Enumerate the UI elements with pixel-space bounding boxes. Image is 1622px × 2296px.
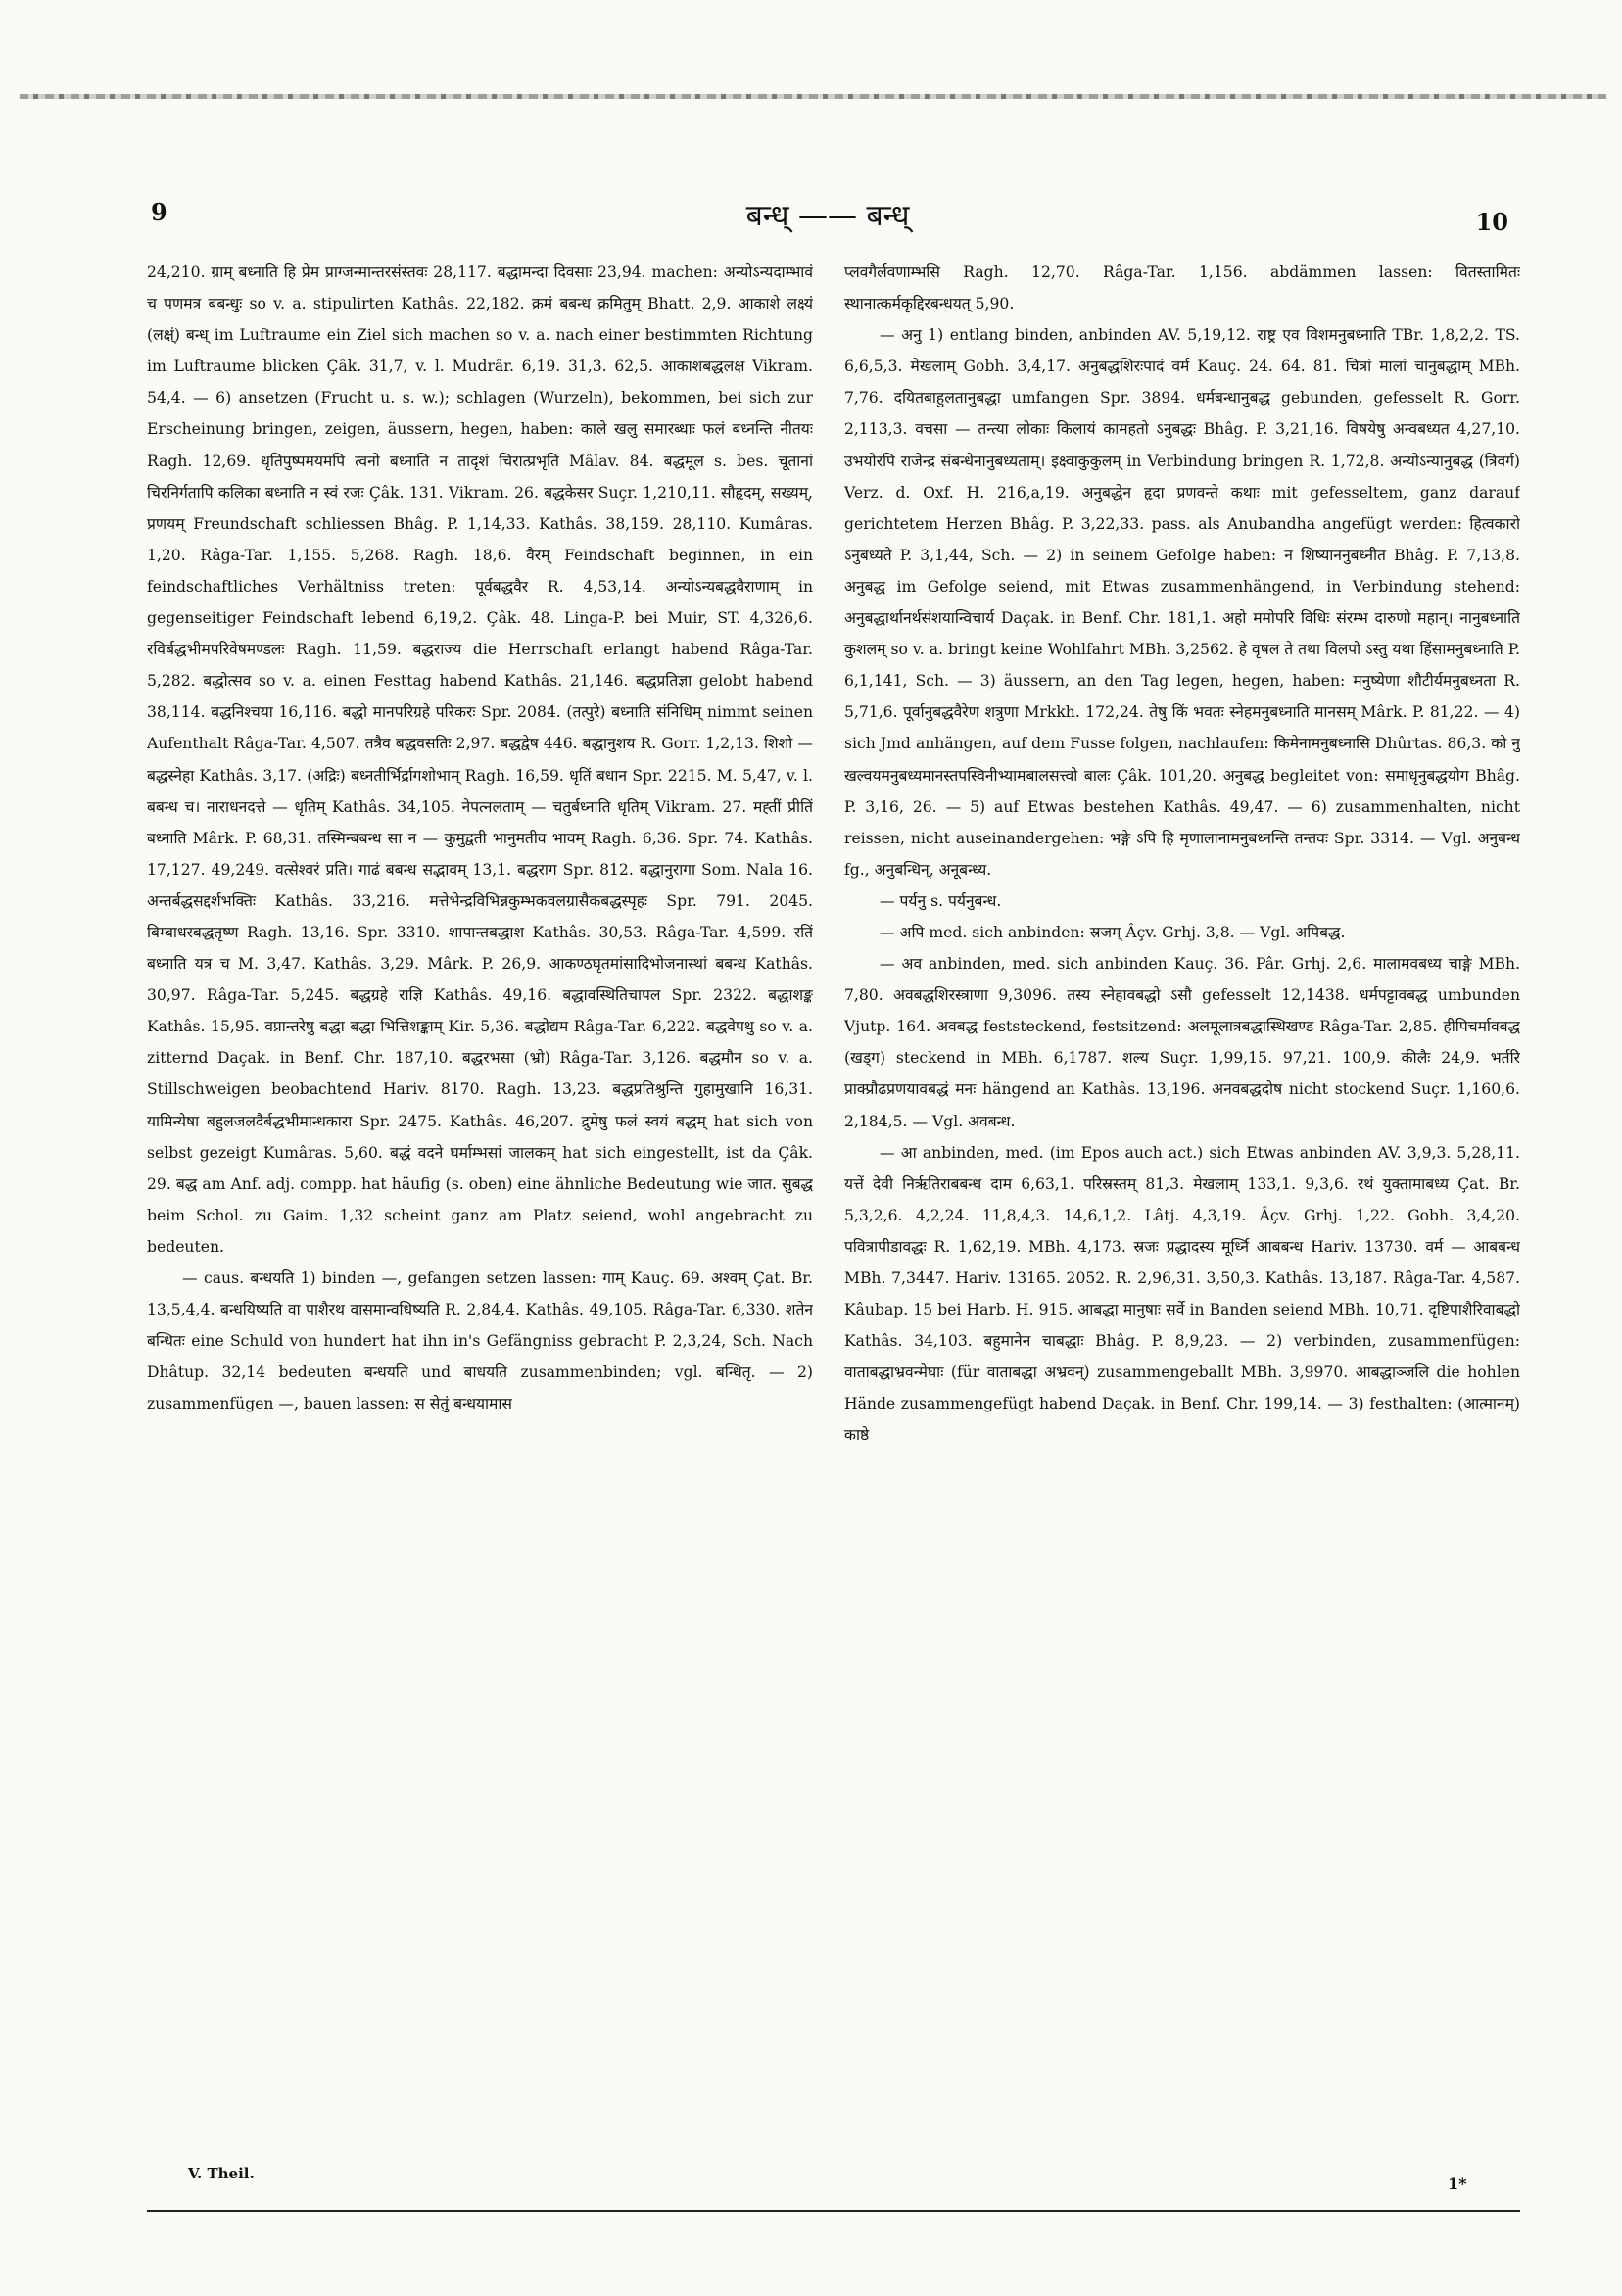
- scan-edge: [20, 94, 1606, 99]
- right-paragraph-2: — अनु 1) entlang binden, anbinden AV. 5,19,12. राष्ट्र एव विशमनुबध्नाति TBr. 1,8,2,2. TS. 6,6,5,3. मेखलाम् Gobh. 3,4,17. अनुबद्धशिरःपादं वर्म Kauç. 24. 64. 81. चित्रां मालां चानुबद्धाम् MBh. 7,76. दयितबाहुलतानुबद्धा umfangen Spr. 3894. धर्मबन्धानुबद्ध gebunden, gefesselt R. Gorr. 2,113,3. वचसा — तन्त्या लोकाः किलायं कामहतो ऽनुबद्धः Bhâg. P. 3,21,16. विषयेषु अन्वबध्यत 4,27,10. उभयोरपि राजेन्द्र संबन्धेनानुबध्यताम्। इक्ष्वाकुकुलम् in Verbindung bringen R. 1,72,8. अन्योऽन्यानुबद्ध (त्रिवर्ग) Verz. d. Oxf. H. 216,a,19. अनुबद्धेन हृदा प्रणवन्ते कथाः mit gefesseltem, ganz darauf gerichtetem Herzen Bhâg. P. 3,22,33. pass. als Anubandha angefügt werden: हित्वकारो ऽनुबध्यते P. 3,1,44, Sch. — 2) in seinem Gefolge haben: न शिष्याननुबध्नीत Bhâg. P. 7,13,8. अनुबद्ध im Gefolge seiend, mit Etwas zusammenhängend, in Verbindung stehend: अनुबद्धार्थानर्थसंशयान्विचार्य Daçak. in Benf. Chr. 181,1. अहो ममोपरि विधिः संरम्भ दारुणो महान्। नानुबध्नाति कुशलम् so v. a. bringt keine Wohlfahrt MBh. 3,2562. हे वृषल ते तथा विलपो ऽस्तु यथा हिंसामनुबध्नाति P. 6,1,141, Sch. — 3) äussern, an den Tag legen, hegen, haben: मनुष्येणा शौटीर्यमनुबध्नता R. 5,71,6. पूर्वानुबद्धवैरेण शत्रुणा Mrkkh. 172,24. तेषु किं भवतः स्नेहमनुबध्नाति मानसम् Mârk. P. 81,22. — 4) sich Jmd anhängen, auf dem Fusse folgen, nachlaufen: किमेनामनुबध्नासि Dhûrtas. 86,3. को नु खल्वयमनुबध्यमानस्तपस्विनीभ्यामबालसत्त्वो बालः Çâk. 101,20. अनुबद्ध begleitet von: समाधृनुबद्धयोग Bhâg. P. 3,16, 26. — 5) auf Etwas bestehen Kathâs. 49,47. — 6) zusammenhalten, nicht reissen, nicht auseinandergehen: भङ्गे ऽपि हि मृणालानामनुबध्नन्ति तन्तवः Spr. 3314. — Vgl. अनुबन्ध fg., अनुबन्धिन्, अनूबन्ध्य.: [844, 326, 1520, 879]
- left-paragraph-2: — caus. बन्धयति 1) binden —, gefangen setzen lassen: गाम् Kauç. 69. अश्वम् Çat. Br. 13,5,4,4. बन्धयिष्यति वा पाशैरथ वासमान्वधिष्यति R. 2,84,4. Kathâs. 49,105. Râga-Tar. 6,330. शतेन बन्धितः eine Schuld von hundert hat ihn in's Gefängniss gebracht P. 2,3,24, Sch. Nach Dhâtup. 32,14 bedeuten बन्धयति und बाधयति zusammenbinden; vgl. बन्धितृ. — 2) zusammenfügen —, bauen lassen: स सेतुं बन्धयामास: [147, 1269, 813, 1413]
- right-paragraph-3: — पर्यनु s. पर्यनुबन्ध.: [880, 891, 1002, 910]
- right-paragraph-5: — अव anbinden, med. sich anbinden Kauç. 36. Pâr. Grhj. 2,6. मालामवबध्य चाङ्गे MBh. 7,80. अवबद्धशिरस्त्राणा 9,3096. तस्य स्नेहावबद्धो ऽसौ gefesselt 12,1438. धर्मपट्टावबद्ध umbunden Vjutp. 164. अवबद्ध feststeckend, festsitzend: अलमूलात्रबद्धास्थिखण्ड Râga-Tar. 2,85. हीपिचर्मावबद्ध (खड्ग) steckend in MBh. 6,1787. शल्य Suçr. 1,99,15. 97,21. 100,9. कीलैः 24,9. भर्तरि प्राक्प्रौढप्रणयावबद्धं मनः hängend an Kathâs. 13,196. अनवबद्धदोष nicht stockend Suçr. 1,160,6. 2,184,5. — Vgl. अवबन्ध.: [844, 955, 1520, 1130]
- volume-note: V. Theil.: [188, 2165, 255, 2182]
- left-column: [147, 257, 813, 2206]
- right-paragraph-1: प्लवगैर्लवणाम्भसि Ragh. 12,70. Râga-Tar. 1,156. abdämmen lassen: वितस्तामितः स्थानात्कर्मकृद्दिरबन्धयत् 5,90.: [844, 263, 1520, 313]
- right-paragraph-4: — अपि med. sich anbinden: स्रजम् Âçv. Grhj. 3,8. — Vgl. अपिबद्ध.: [880, 923, 1346, 941]
- right-column: [844, 257, 1520, 2206]
- left-paragraph-1: 24,210. ग्राम् बध्नाति हि प्रेम प्राग्जन्मान्तरसंस्तवः 28,117. बद्धामन्दा दिवसाः 23,94. machen: अन्योऽन्यदाम्भावं च पणमत्र बबन्धुः so v. a. stipulirten Kathâs. 22,182. क्रमं बबन्ध क्रमितुम् Bhatt. 2,9. आकाशे लक्ष्यं (लक्ष्ं) बन्ध् im Luftraume ein Ziel sich machen so v. a. nach einer bestimmten Richtung im Luftraume blicken Çâk. 31,7, v. l. Mudrâr. 6,19. 31,3. 62,5. आकाशबद्धलक्ष Vikram. 54,4. — 6) ansetzen (Frucht u. s. w.); schlagen (Wurzeln), bekommen, bei sich zur Erscheinung bringen, zeigen, äussern, hegen, haben: काले खलु समारब्धाः फलं बध्नन्ति नीतयः Ragh. 12,69. धृतिपुष्पमयमपि त्वनो बध्नाति न तादृशं चिरात्प्रभृति Mâlav. 84. बद्धमूल s. bes. चूतानां चिरनिर्गतापि कलिका बध्नाति न स्वं रजः Çâk. 131. Vikram. 26. बद्धकेसर Suçr. 1,210,11. सौहृदम्, सख्यम्, प्रणयम् Freundschaft schliessen Bhâg. P. 1,14,33. Kathâs. 38,159. 28,110. Kumâras. 1,20. Râga-Tar. 1,155. 5,268. Ragh. 18,6. वैरम् Feindschaft beginnen, in ein feindschaftliches Verhältniss treten: पूर्वबद्धवैर R. 4,53,14. अन्योऽन्यबद्धवैराणाम् in gegenseitiger Feindschaft lebend 6,19,2. Çâk. 48. Linga-P. bei Muir, ST. 4,326,6. रविर्बद्धभीमपरिवेषमण्डलः Ragh. 11,59. बद्धराज्य die Herrschaft erlangt habend Râga-Tar. 5,282. बद्धोत्सव so v. a. einen Festtag habend Kathâs. 21,146. बद्धप्रतिज्ञा gelobt habend 38,114. बद्धनिश्चया 16,116. बद्धो मानपरिग्रहे परिकरः Spr. 2084. (तत्पुरे) बध्नाति संनिधिम् nimmt seinen Aufenthalt Râga-Tar. 4,507. तत्रैव बद्धवसतिः 2,97. बद्धद्वेष 446. बद्धानुशय R. Gorr. 1,2,13. शिशो — बद्धस्नेहा Kathâs. 3,17. (अद्रिः) बध्नतीर्भिर्द्रागशोभाम् Ragh. 16,59. धृतिं बधान Spr. 2215. M. 5,47, v. l. बबन्ध च। नाराधनदत्ते — धृतिम् Kathâs. 34,105. नेपत्नलताम् — चतुर्बध्नाति धृतिम् Vikram. 27. मह्तीं प्रीतिं बध्नाति Mârk. P. 68,31. तस्मिन्बबन्ध सा न — कुमुद्वती भानुमतीव भावम् Ragh. 6,36. Spr. 74. Kathâs. 17,127. 49,249. वत्सेश्वरं प्रति। गाढं बबन्ध सद्भावम् 13,1. बद्धराग Spr. 812. बद्धानुरागा Som. Nala 16. अन्तर्बद्धसद्दर्शभक्तिः Kathâs. 33,216. मत्तेभेन्द्रविभिन्नकुम्भकवलग्रासैकबद्धस्पृहः Spr. 791. 2045. बिम्बाधरबद्धतृष्ण Ragh. 13,16. Spr. 3310. शापान्तबद्धाश Kathâs. 30,53. Râga-Tar. 4,599. रतिं बध्नाति यत्र च M. 3,47. Kathâs. 3,29. Mârk. P. 26,9. आकण्ठघृतमांसादिभोजनास्थां बबन्ध Kathâs. 30,97. Râga-Tar. 5,245. बद्धग्रहे राज्ञि Kathâs. 49,16. बद्धावस्थितिचापल Spr. 2322. बद्धाशङ्क Kathâs. 15,95. वप्रान्तरेषु बद्धा बद्धा भित्तिशङ्काम् Kir. 5,36. बद्धोद्यम Râga-Tar. 6,222. बद्धवेपथु so v. a. zitternd Daçak. in Benf. Chr. 187,10. बद्धरभसा (भ्रो) Râga-Tar. 3,126. बद्धमौन so v. a. Stillschweigen beobachtend Hariv. 8170. Ragh. 13,23. बद्धप्रतिश्रुन्ति गुहामुखानि 16,31. यामिन्येषा बहुलजलदैर्बद्धभीमान्धकारा Spr. 2475. Kathâs. 46,207. द्रुमेषु फलं स्वयं बद्धम् hat sich von selbst gezeigt Kumâras. 5,60. बद्धं वदने घर्माम्भसां जालकम् hat sich eingestellt, ist da Çâk. 29. बद्ध am Anf. adj. compp. hat häufig (s. oben) eine ähnliche Bedeutung wie जात. सुबद्ध beim Schol. zu Gaim. 1,32 scheint ganz am Platz seiend, wohl angebracht zu bedeuten.: [147, 263, 813, 1256]
- page-header: [147, 194, 1508, 243]
- page-number-left: 9: [151, 198, 167, 226]
- bottom-rule: [147, 2210, 1520, 2212]
- signature-mark: 1*: [1448, 2175, 1467, 2193]
- right-paragraph-6: — आ anbinden, med. (im Epos auch act.) sich Etwas anbinden AV. 3,9,3. 5,28,11. यत्तें देवी निर्ऋतिराबबन्ध दाम 6,63,1. परिस्रस्तम् 81,3. मेखलाम् 133,1. 9,3,6. रथं युक्तामाबध्य Çat. Br. 5,3,2,6. 4,2,24. 11,8,4,3. 14,6,1,2. Lâtj. 4,3,19. Âçv. Grhj. 1,22. Gobh. 3,4,20. पवित्रापीडावद्धः R. 1,62,19. MBh. 4,173. स्रजः प्रद्धादस्य मूर्ध्नि आबबन्ध Hariv. 13730. वर्म — आबबन्ध MBh. 7,3447. Hariv. 13165. 2052. R. 2,96,31. 3,50,3. Kathâs. 13,187. Râga-Tar. 4,587. Kâubap. 15 bei Harb. H. 915. आबद्धा मानुषाः सर्वे in Banden seiend MBh. 10,71. दृष्टिपाशैरिवाबद्धो Kathâs. 34,103. बहुमानेन चाबद्धाः Bhâg. P. 8,9,23. — 2) verbinden, zusammenfügen: वाताबद्धाभ्रवन्मेघाः (für वाताबद्धा अभ्रवन्) zusammengeballt MBh. 3,9970. आबद्धाञ्जलि die hohlen Hände zusammengefügt habend Daçak. in Benf. Chr. 199,14. — 3) festhalten: (आत्मानम्) काष्ठे: [844, 1143, 1520, 1445]
- running-title: बन्ध् —— बन्ध्: [745, 199, 910, 233]
- page-number-right: 10: [1475, 208, 1508, 236]
